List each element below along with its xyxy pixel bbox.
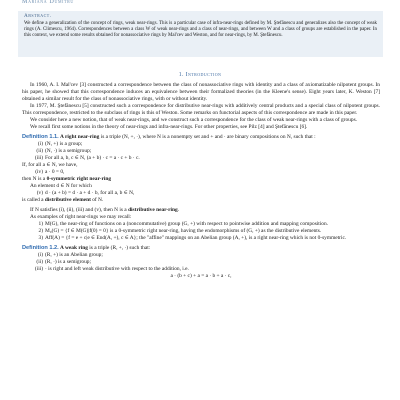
examples-intro: As examples of right near-rings we may recall: bbox=[30, 214, 132, 220]
abstract-label: Abstract. bbox=[24, 13, 52, 19]
weak-distributive-formula: a · (b + c) + a = a · b + a · c, bbox=[170, 273, 232, 279]
axiom-item: (v) d · (a + b) = d · a + d · b, for all a, b ∈ N, bbox=[36, 190, 135, 196]
axiom-item: (i) (R, +) is an Abelian group; bbox=[37, 252, 103, 258]
section-title: 1. Introduction bbox=[178, 72, 222, 78]
distributive-axiom bbox=[22, 190, 380, 197]
definition-1-1 bbox=[22, 134, 380, 141]
definition-1-2-axioms bbox=[22, 252, 380, 273]
intro-paragraph-2: In 1977, M. Ştefănescu [5] constructed such a correspondence for distributive near-rings with additively central products and a special class of nilpotent groups. This correspondence, restricted to the subclass of rings is this of Weston. Some remarks on functorial aspects of this correspondence are made in this paper. bbox=[22, 103, 380, 116]
if-for-all-line: If, for all a ∈ N, we have, bbox=[22, 162, 78, 168]
example-item: 2) M₀(G) = {f ∈ M(G)|f(0) = 0} is a 0-symmetric right near-ring, having the endomorphisms of (G, +) as the distributive elements. bbox=[38, 228, 322, 234]
zero-symmetry-axiom bbox=[22, 169, 380, 176]
axiom-item: (iv) a · 0 = 0, bbox=[35, 169, 65, 175]
author-name: Mariana Dumitru bbox=[22, 0, 74, 5]
zero-symmetric-line: then N is a 0-symmetric right near-ring bbox=[22, 176, 112, 182]
called-distributive-line: is called a distributive element of N. bbox=[22, 197, 104, 203]
definition-1-1-axioms bbox=[22, 141, 380, 162]
abstract-box bbox=[18, 11, 383, 57]
body-text bbox=[22, 82, 380, 280]
axiom-item: (i) (N, +) is a group; bbox=[37, 141, 83, 147]
example-item: 1) M(G), the near-ring of functions on a (noncommutative) group (G, +) with respect to pointwise addition and mapping composition. bbox=[38, 221, 329, 227]
examples-list bbox=[22, 221, 380, 242]
definition-1-2-heading: Definition 1.2. bbox=[22, 245, 59, 251]
definition-1-2-lead: is a triple (R, +, ·) such that: bbox=[89, 245, 151, 251]
example-item: 3) Aff(A) = {f = e + c|e ∈ End(A, +), c ∈ A}; the "affine" mappings on an Abelian group (A, +), is a right near-ring which is not 0-symmetric. bbox=[38, 235, 347, 241]
abstract-text: We define a generalization of the concept of rings, weak near-rings. This is a particular case of infra-near-rings defined by M. Ştefănescu and generalizes also the concept of weak rings (A. Climescu, 1964). Correspondences between a class W of weak near-rings and a class of near-rings, and between W and a class of groups are established in the paper. In this context, we extend some results obtained for nonassociative rings by Mal'cev and Weston, and for near-rings, by M. Ştefănescu. bbox=[24, 21, 377, 39]
intro-paragraph-4: We recall first some notions in the theory of near-rings and infra-near-rings. For other properties, see Pilz [4] and Ştefănescu [6]. bbox=[30, 124, 308, 130]
distributive-near-ring-line: If N satisfies (i), (ii), (iii) and (v), then N is a distributive near-ring. bbox=[30, 207, 180, 213]
definition-1-1-heading: Definition 1.1. bbox=[22, 134, 59, 140]
distributive-element-line: An element d ∈ N for which bbox=[30, 183, 92, 189]
definition-1-1-term: A right near-ring bbox=[60, 134, 100, 140]
axiom-item: (iii) For all a, b, c ∈ N, (a + b) · c = a · c + b · c. bbox=[34, 155, 140, 161]
definition-1-2-term: A weak ring bbox=[60, 245, 88, 251]
axiom-item: (ii) (R, ·) is a semigroup; bbox=[36, 259, 91, 265]
intro-paragraph-3: We consider here a new notion, that of weak near-rings, and we construct such a correspondence for the class of weak near-rings with a class of groups. bbox=[30, 117, 358, 123]
definition-1-2 bbox=[22, 245, 380, 252]
axiom-item: (iii) · is right and left weak distributive with respect to the addition, i.e. bbox=[34, 266, 189, 272]
intro-paragraph-1: In 1960, A. I. Mal'cev [3] constructed a correspondence between the class of nonassociative rings with identity and a class of axiomatizable nilpotent groups. In his paper, he showed that this correspondence induces an equivalence between their formalized theories (in the Kleene's sense). Eight years later, K. Weston [7] obtained a similar result for the class of nonassociative rings, with or without identity. bbox=[22, 82, 380, 102]
definition-1-1-lead: is a triple (N, +, ·), where N is a nonempty set and + and · are binary compositions on N, such that : bbox=[100, 134, 316, 140]
axiom-item: (ii) (N, ·) is a semigroup; bbox=[36, 148, 92, 154]
